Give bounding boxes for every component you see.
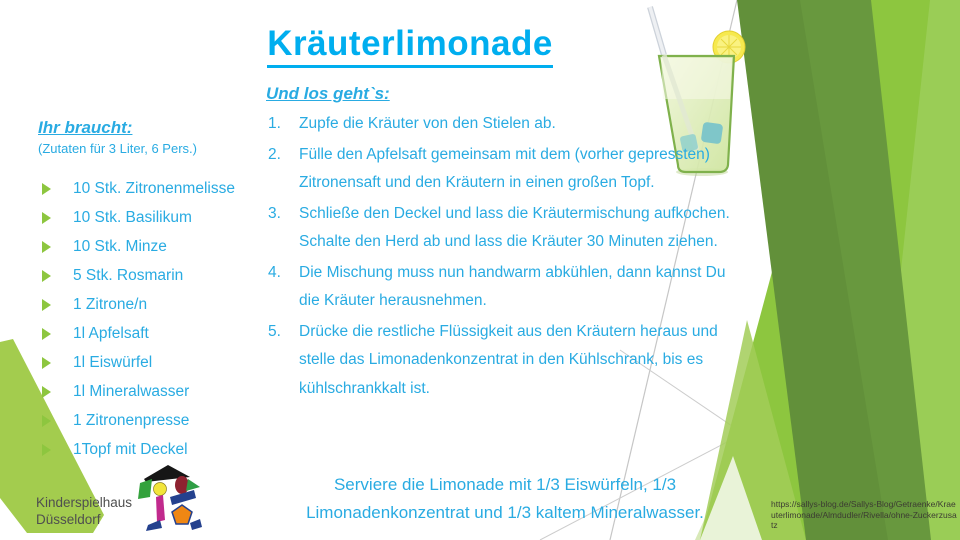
ingredient-item: 1l Mineralwasser <box>38 383 253 412</box>
triangle-right-icon <box>42 357 51 369</box>
triangle-right-icon <box>42 270 51 282</box>
triangle-right-icon <box>42 386 51 398</box>
triangle-right-icon <box>42 415 51 427</box>
ingredient-item: 1 Zitrone/n <box>38 296 253 325</box>
logo-text: Kinderspielhaus Düsseldorf <box>36 495 133 527</box>
ingredients-panel <box>38 118 253 470</box>
steps-list <box>266 110 744 403</box>
serving-note: Serviere die Limonade mit 1/3 Eiswürfeln, 1/3 Limonadenkonzentrat und 1/3 kaltem Mineralwasser. <box>306 475 704 522</box>
triangle-right-icon <box>42 183 51 195</box>
triangle-right-icon <box>42 444 51 456</box>
ingredients-list <box>38 180 253 470</box>
triangle-right-icon <box>42 299 51 311</box>
ingredient-item: 10 Stk. Zitronenmelisse <box>38 180 253 209</box>
triangle-right-icon <box>42 241 51 253</box>
ingredients-subheading: (Zutaten für 3 Liter, 6 Pers.) <box>38 141 197 156</box>
step-item: Schließe den Deckel und lass die Kräutermischung aufkochen. Schalte den Herd ab und lass die Kräuter 30 Minuten ziehen. <box>299 204 730 250</box>
kinderspielhaus-logo-icon <box>136 464 208 534</box>
steps-panel <box>266 84 744 405</box>
step-item: Die Mischung muss nun handwarm abkühlen, dann kannst Du die Kräuter herausnehmen. <box>299 263 726 309</box>
ingredient-item: 10 Stk. Basilikum <box>38 209 253 238</box>
page-title: Kräuterlimonade <box>150 24 670 64</box>
source-url: https://sallys-blog.de/Sallys-Blog/Getraenke/Kraeuterlimonade/Almdudler/Rivella/ohne-Zuckerzusatz <box>771 499 957 530</box>
triangle-right-icon <box>42 212 51 224</box>
steps-heading: Und los geht`s: <box>266 84 390 103</box>
step-item: Fülle den Apfelsaft gemeinsam mit dem (vorher gepressten) Zitronensaft und den Kräutern in einen großen Topf. <box>299 145 710 191</box>
ingredient-item: 1Topf mit Deckel <box>38 441 253 470</box>
ingredient-item: 5 Stk. Rosmarin <box>38 267 253 296</box>
triangle-right-icon <box>42 328 51 340</box>
step-item: Drücke die restliche Flüssigkeit aus den Kräutern heraus und stelle das Limonadenkonzentrat in den Kühlschrank, bis es kühlschrankkalt ist. <box>299 322 718 397</box>
step-item: Zupfe die Kräuter von den Stielen ab. <box>299 115 556 132</box>
ingredients-heading: Ihr braucht: <box>38 118 133 137</box>
kinderspielhaus-logo <box>36 464 208 534</box>
ingredient-item: 1 Zitronenpresse <box>38 412 253 441</box>
ingredient-item: 1l Eiswürfel <box>38 354 253 383</box>
ingredient-item: 10 Stk. Minze <box>38 238 253 267</box>
ingredient-item: 1l Apfelsaft <box>38 325 253 354</box>
